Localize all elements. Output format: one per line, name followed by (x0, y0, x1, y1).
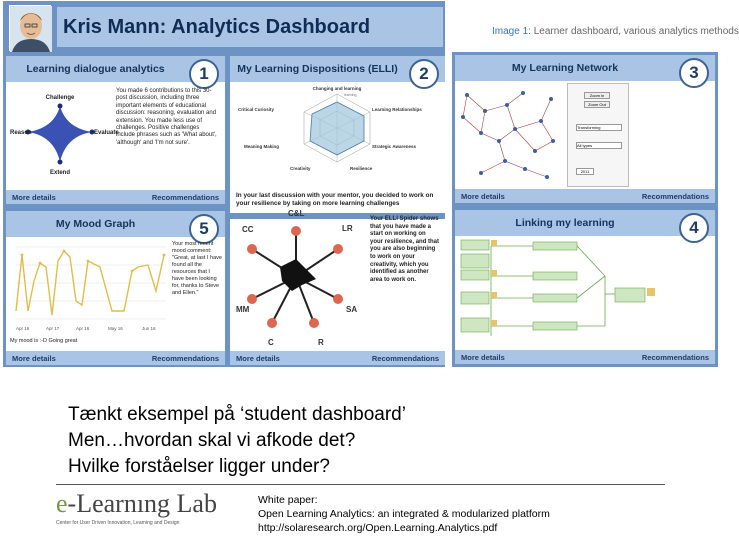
panel-title: Linking my learning (455, 210, 715, 236)
elli-spider-chart (230, 219, 368, 349)
panel-footer (455, 350, 715, 364)
mood-status: My mood is :-D Going great (10, 338, 78, 344)
slide-line-1: Tænkt eksempel på ‘student dashboard’ (68, 404, 406, 425)
mood-x-tick: Jun 16 (142, 326, 156, 331)
panel-body (6, 82, 225, 190)
spider-label-c: C (268, 338, 274, 347)
logo-e: e (56, 489, 68, 518)
panel-linking-learning (455, 210, 715, 364)
type-filter-select[interactable]: All types (576, 142, 622, 149)
mood-x-tick: May 16 (108, 326, 123, 331)
linking-flow-diagram (455, 236, 715, 350)
spider-label-lr: LR (342, 224, 353, 233)
panel-footer (455, 189, 715, 203)
radar-label-resilience: Resilience (350, 166, 373, 171)
zoom-in-button[interactable]: Zoom in (584, 92, 610, 99)
panel-title: My Learning Network (455, 55, 715, 81)
diagram-label-extend: Extend (49, 170, 71, 176)
slide-text (68, 402, 406, 480)
more-details-link[interactable]: More details (12, 192, 56, 202)
spider-text: Your ELLI Spider shows that you have made a start on working on your resilience, and that you are also beginning to work on your creativity, which you identified as another area to work on. (370, 216, 440, 283)
radar-label-meaning: Meaning Making (244, 144, 280, 149)
recommendations-link[interactable]: Recommendations (151, 353, 219, 363)
transform-select[interactable]: Transforming (576, 124, 622, 131)
image-caption (492, 26, 739, 37)
panel-mood-graph (6, 211, 225, 365)
recommendations-link[interactable]: Recommendations (641, 352, 709, 362)
panel-network (455, 55, 715, 203)
recommendations-link[interactable]: Recommendations (371, 353, 439, 363)
panel-body (455, 236, 715, 350)
panel-number-badge: 5 (189, 214, 219, 244)
spider-label-cl: C&L (288, 209, 305, 218)
dashboard-screenshot (3, 1, 445, 367)
whitepaper-reference (258, 493, 550, 535)
panel-title: My Mood Graph (6, 211, 225, 237)
dialogue-summary: You made 6 contributions to this 30-post discussion, including three important elements of educational discussion: reasoning, evaluation and extension. You made less use of challenges. Positive challenges include phrases such as 'What about', 'although' and 'I'm not sure'. (116, 88, 217, 146)
diagram-label-reason: Reason (10, 130, 32, 136)
recommendations-link[interactable]: Recommendations (151, 192, 219, 202)
mood-comment: Your most recent mood comment: "Great, at last I have found all the resources that I have been looking for, thanks to Steve and Ellen." (172, 241, 222, 296)
mood-x-tick: Apr 16 (16, 326, 30, 331)
panel-number-badge: 2 (409, 59, 439, 89)
zoom-out-button[interactable]: Zoom Out (584, 101, 610, 108)
panel-body (455, 81, 715, 189)
recommendations-link[interactable]: Recommendations (641, 191, 709, 201)
avatar (9, 5, 51, 51)
radar-label-creativity: Creativity (290, 166, 311, 171)
network-controls (567, 83, 629, 187)
panel-learning-dispositions (230, 56, 445, 365)
divider-line (56, 484, 665, 485)
panel-title: My Learning Dispositions (ELLI) (230, 56, 445, 82)
panel-footer (6, 190, 225, 204)
spider-label-mm: MM (236, 305, 250, 314)
dialogue-diagram (8, 84, 119, 184)
mood-x-tick: Apr 16 (76, 326, 90, 331)
more-details-link[interactable]: More details (461, 191, 505, 201)
dashboard-title: Kris Mann: Analytics Dashboard (57, 7, 443, 47)
year-select[interactable]: 2011 (576, 168, 594, 175)
radar-label-changing: Changing and learning (312, 86, 362, 91)
more-details-link[interactable]: More details (236, 353, 280, 363)
panel-footer (230, 351, 445, 365)
spider-label-sa: SA (346, 305, 358, 314)
spider-label-cc: CC (242, 225, 254, 234)
elearning-lab-logo (56, 490, 217, 526)
whitepaper-label: White paper: (258, 494, 318, 506)
radar-label-relationships: Learning Relationships (372, 107, 422, 112)
logo-subtitle: Center for User Driven Innovation, Learning and Design (56, 520, 180, 526)
caption-label: Image 1: (492, 26, 531, 37)
logo-name: -Learnıng Lab (67, 489, 217, 518)
panel-body (230, 82, 445, 351)
network-graph (455, 81, 567, 189)
more-details-link[interactable]: More details (12, 353, 56, 363)
elli-radar-chart (230, 82, 445, 182)
panel-body (6, 237, 225, 351)
panel-title: Learning dialogue analytics (6, 56, 225, 82)
more-details-link[interactable]: More details (461, 352, 505, 362)
radar-label-curiosity: Critical Curiosity (238, 107, 275, 112)
panel-dialogue-analytics (6, 56, 225, 204)
slide-line-2: Men…hvordan skal vi afkode det? (68, 430, 356, 451)
caption-text: Learner dashboard, various analytics methods (533, 26, 739, 37)
panel-number-badge: 4 (679, 213, 709, 243)
mood-line-chart (8, 241, 168, 337)
whitepaper-url[interactable]: http://solaresearch.org/Open.Learning.Analytics.pdf (258, 522, 498, 534)
panel-number-badge: 1 (189, 59, 219, 89)
panel-footer (6, 351, 225, 365)
elli-text: In your last discussion with your mentor, you decided to work on your resilience by taking on more learning challenges (236, 192, 434, 207)
radar-label-strategic: Strategic Awareness (372, 144, 417, 149)
mood-x-tick: Apr 17 (46, 326, 60, 331)
whitepaper-title: Open Learning Analytics: an integrated & modularized platform (258, 508, 550, 520)
spider-label-r: R (318, 338, 324, 347)
panel-number-badge: 3 (679, 58, 709, 88)
diagram-label-challenge: Challenge (45, 95, 75, 101)
radar-meta: learning (344, 93, 357, 97)
diagram-label-evaluate: Evaluate (94, 130, 119, 136)
slide-line-3: Hvilke forståelser ligger under? (68, 456, 330, 477)
